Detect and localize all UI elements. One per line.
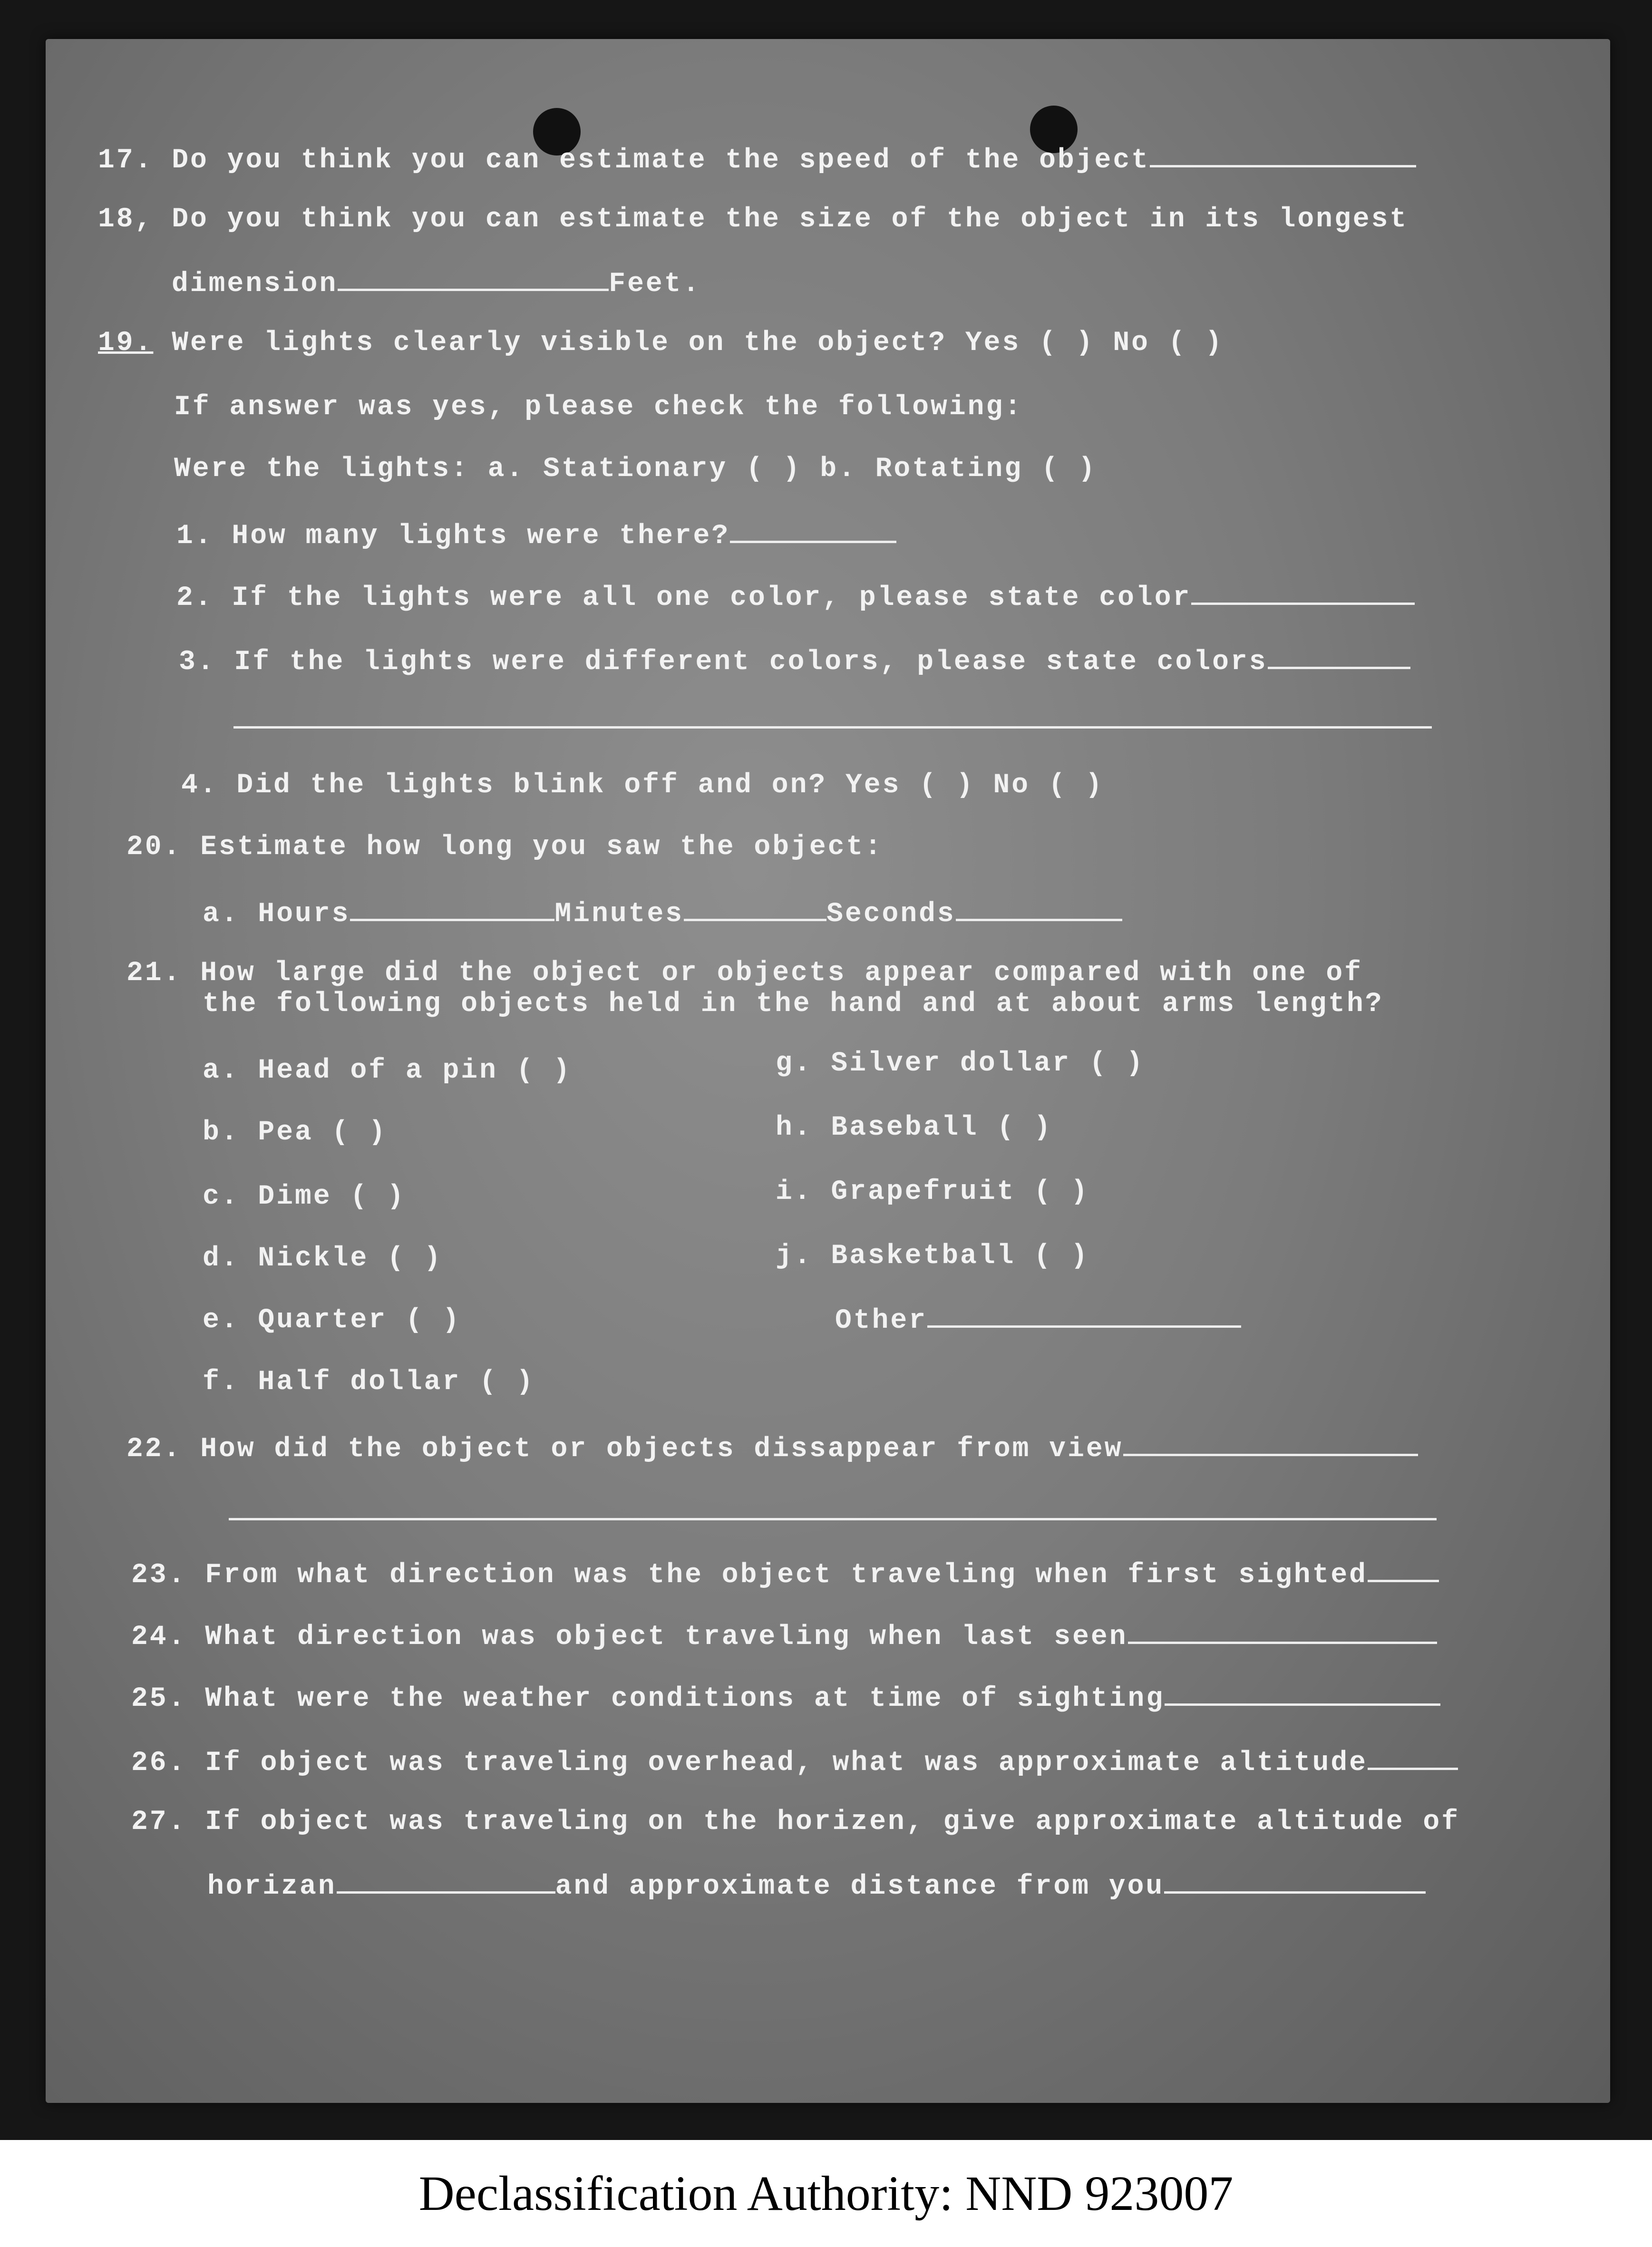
question-26 (131, 1744, 1458, 1780)
question-18-feet-blank[interactable] (338, 265, 609, 291)
question-26-text: If object was traveling overhead, what was approximate altitude (205, 1748, 1368, 1779)
question-19-sub1-text: 1. How many lights were there? (176, 521, 730, 552)
question-27-distance-blank[interactable] (1164, 1868, 1426, 1894)
question-18 (98, 203, 1408, 236)
question-21-number: 21. (126, 958, 182, 989)
declassification-footer: Declassification Authority: NND 923007 (0, 2140, 1652, 2247)
question-20-seconds-label: Seconds (826, 899, 956, 930)
option-j[interactable]: j. Basketball ( ) (776, 1241, 1089, 1272)
question-23-number: 23. (131, 1560, 187, 1591)
question-19-text: Were lights clearly visible on the object? Yes ( ) No ( ) (172, 328, 1224, 359)
question-20-number: 20. (126, 832, 182, 863)
question-18-number: 18, (98, 204, 154, 235)
question-20-hours-label: a. Hours (203, 899, 350, 930)
question-22-extra-line[interactable] (229, 1518, 1437, 1520)
question-19-sub2 (176, 579, 1415, 615)
question-19-were-lights: Were the lights: a. Stationary ( ) b. Rotating ( ) (174, 454, 1097, 485)
question-19-sub3-extra-line[interactable] (233, 726, 1432, 729)
option-g[interactable]: g. Silver dollar ( ) (776, 1048, 1145, 1079)
option-other-blank[interactable] (927, 1302, 1241, 1328)
question-18-line2 (172, 265, 701, 301)
question-17 (98, 141, 1416, 177)
option-e[interactable]: e. Quarter ( ) (203, 1305, 461, 1336)
question-26-blank[interactable] (1368, 1744, 1458, 1770)
option-i[interactable]: i. Grapefruit ( ) (776, 1177, 1089, 1207)
question-19-sub2-text: 2. If the lights were all one color, please state color (176, 583, 1192, 613)
question-17-number: 17. (98, 145, 154, 176)
question-27-distance-label: and approximate distance from you (555, 1871, 1165, 1902)
question-19-sub2-blank[interactable] (1191, 579, 1415, 605)
question-23-text: From what direction was the object traveling when first sighted (205, 1560, 1368, 1591)
question-19-sub3 (179, 643, 1410, 679)
question-23-blank[interactable] (1368, 1556, 1439, 1582)
option-c[interactable]: c. Dime ( ) (203, 1181, 406, 1212)
question-19-sub1 (176, 517, 896, 553)
question-20-seconds-blank[interactable] (956, 895, 1122, 921)
question-19-if-yes: If answer was yes, please check the following: (174, 392, 1023, 423)
question-27-number: 27. (131, 1807, 187, 1838)
question-25-text: What were the weather conditions at time of sighting (205, 1683, 1165, 1714)
question-17-text: Do you think you can estimate the speed of the object (172, 145, 1150, 176)
question-22-text: How did the object or objects dissappear from view (200, 1434, 1123, 1465)
question-25-blank[interactable] (1165, 1680, 1440, 1706)
question-19-sub1-blank[interactable] (730, 517, 896, 543)
question-24 (131, 1618, 1437, 1654)
form-sheet (46, 39, 1610, 2103)
option-b[interactable]: b. Pea ( ) (203, 1117, 388, 1148)
question-24-number: 24. (131, 1622, 187, 1653)
question-19 (98, 327, 1224, 360)
question-18-text: Do you think you can estimate the size of the object in its longest (172, 204, 1409, 235)
option-other (835, 1302, 1241, 1338)
question-18-unit: Feet. (609, 269, 701, 300)
question-22 (126, 1430, 1418, 1466)
question-25-number: 25. (131, 1683, 187, 1714)
question-17-answer-blank[interactable] (1150, 141, 1416, 167)
question-21-text: How large did the object or objects appear compared with one of (200, 958, 1363, 989)
question-20-text: Estimate how long you saw the object: (200, 832, 884, 863)
question-27-line2 (207, 1868, 1426, 1904)
option-d[interactable]: d. Nickle ( ) (203, 1243, 443, 1274)
question-19-number: 19. (98, 328, 154, 359)
question-19-sub4: 4. Did the lights blink off and on? Yes ( ) No ( ) (181, 770, 1104, 801)
question-21 (126, 957, 1363, 990)
option-other-label: Other (835, 1305, 928, 1336)
question-26-number: 26. (131, 1748, 187, 1779)
question-27-text: If object was traveling on the horizen, give approximate altitude of (205, 1807, 1460, 1838)
question-27-horizan-label: horizan (207, 1871, 337, 1902)
question-24-blank[interactable] (1128, 1618, 1437, 1644)
question-22-blank[interactable] (1123, 1430, 1418, 1456)
question-19-sub3-text: 3. If the lights were different colors, please state colors (179, 647, 1268, 678)
question-25 (131, 1680, 1440, 1716)
question-23 (131, 1556, 1439, 1592)
question-24-text: What direction was object traveling when last seen (205, 1622, 1128, 1653)
question-22-number: 22. (126, 1434, 182, 1465)
question-27 (131, 1806, 1460, 1839)
option-a[interactable]: a. Head of a pin ( ) (203, 1055, 572, 1086)
option-h[interactable]: h. Baseball ( ) (776, 1112, 1053, 1143)
question-20-minutes-label: Minutes (554, 899, 684, 930)
question-18-dimension-label: dimension (172, 269, 338, 300)
question-20 (126, 831, 883, 864)
question-21-text2: the following objects held in the hand and at about arms length? (203, 989, 1384, 1020)
question-20-hours-blank[interactable] (350, 895, 554, 921)
question-20-minutes-blank[interactable] (684, 895, 826, 921)
question-27-horizan-blank[interactable] (337, 1868, 555, 1894)
question-20-durations (203, 895, 1122, 931)
option-f[interactable]: f. Half dollar ( ) (203, 1367, 535, 1398)
question-19-sub3-blank[interactable] (1268, 643, 1410, 669)
